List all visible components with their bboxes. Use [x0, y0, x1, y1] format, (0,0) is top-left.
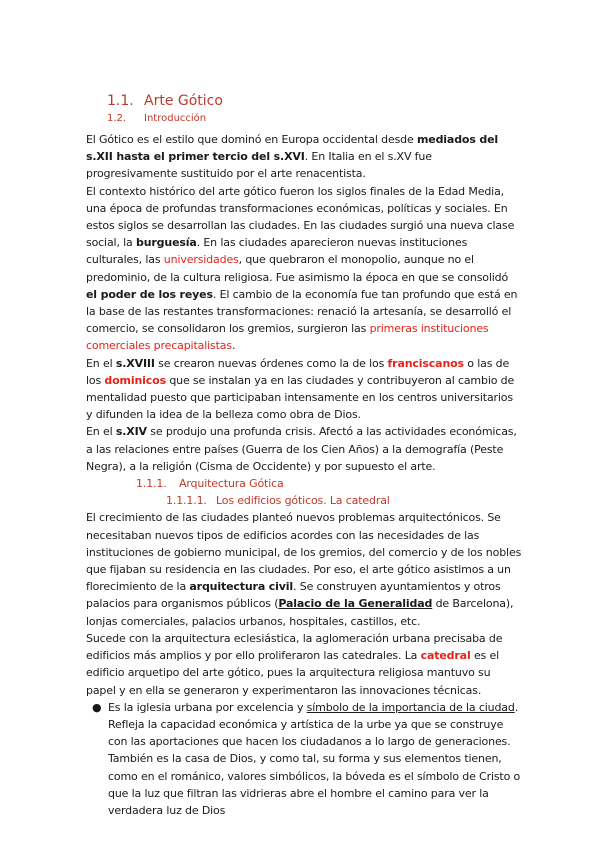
text: Sucede con la arquitectura eclesiástica, la aglomeración urbana precisaba de edificios más amplios y por ello proliferaron las catedrales. La — [86, 631, 503, 663]
heading-arte-gotico — [107, 93, 223, 109]
heading-title: Arquitectura Gótica — [179, 477, 284, 491]
text: Es la iglesia urbana por excelencia y — [108, 700, 307, 714]
heading-title: Arte Gótico — [144, 93, 223, 109]
document-body — [86, 131, 522, 819]
highlight-text: primeras instituciones comerciales precapitalistas — [86, 322, 489, 353]
paragraph-ordenes — [86, 355, 522, 424]
highlight-text: franciscanos — [387, 356, 464, 370]
paragraph-contexto — [86, 183, 522, 355]
text: se crearon nuevas órdenes como la de los — [154, 356, 388, 370]
bold-text: arquitectura civil — [189, 580, 294, 594]
text: . Refleja la capacidad económica y artística de la urbe ya que se construye con las aportaciones que hacen los ciudadanos a lo largo de generaciones. También es la casa de Dios, y como tal, su forma y sus elementos tienen, como en el románico, valores simbólicos, la bóveda es el símbolo de Cristo o que la luz que filtran las vidrieras abre el hombre el camino para ver la verdadera luz de Dios — [108, 700, 521, 817]
paragraph-catedrales — [86, 630, 522, 699]
bold-text: s.XIV — [115, 425, 147, 439]
heading-arquitectura-gotica — [136, 475, 522, 492]
bold-text: mediados del s.XII hasta el primer tercio del s.XVI — [86, 133, 499, 164]
bullet-icon: ● — [92, 700, 102, 714]
highlight-text: universidades — [163, 253, 239, 267]
heading-title: Los edificios góticos. La catedral — [216, 494, 390, 508]
text: . El cambio de la economía fue tan profundo que está en la base de las restantes transformaciones: renació la artesanía, se desarrolló el comercio, se consolidaron los gremios, surgieron las — [86, 287, 518, 336]
heading-edificios-goticos — [166, 492, 522, 509]
list-item — [92, 699, 522, 819]
text: . En Italia en el s.XV fue progresivamente sustituido por el arte renacentista. — [86, 150, 432, 181]
text: de Barcelona), lonjas comerciales, palacios urbanos, hospitales, castillos, etc. — [86, 597, 514, 628]
text: se produjo una profunda crisis. Afectó a las actividades económicas, a las relaciones entre países (Guerra de los Cien Años) a la demografía (Peste Negra), a la religión (Cisma de Occidente) y por supuesto el arte. — [86, 425, 517, 473]
underlined-text: símbolo de la importancia de la ciudad — [306, 700, 515, 714]
bold-underlined-text: Palacio de la Generalidad — [278, 597, 433, 611]
text: El Gótico es el estilo que dominó en Europa occidental desde — [86, 133, 417, 146]
heading-number: 1.1.1. — [136, 477, 167, 491]
heading-number: 1.1. — [107, 93, 134, 109]
text: , que quebraron el monopolio, aunque no el predominio, de la cultura religiosa. Fue asimismo la época en que se consolidó — [86, 253, 509, 284]
paragraph-crisis — [86, 423, 522, 475]
bullet-list — [86, 699, 522, 819]
text: es el edificio arquetipo del arte gótico, pues la arquitectura religiosa mantuvo su papel y en ella se generaron y experimentaron las innovaciones técnicas. — [86, 649, 500, 697]
bold-text: burguesía — [136, 236, 197, 250]
text: que se instalan ya en las ciudades y contribuyeron al cambio de mentalidad puesto que participaban intensamente en los centros universitarios y difunden la idea de la belleza como obra de Dios. — [86, 373, 515, 422]
heading-number: 1.1.1.1. — [166, 494, 207, 508]
bold-text: s.XVIII — [115, 356, 155, 370]
text: . Se construyen ayuntamientos y otros palacios para organismos públicos ( — [86, 580, 501, 611]
text: En el — [86, 356, 116, 370]
text: . — [231, 339, 236, 353]
paragraph-definicion — [86, 131, 522, 183]
bold-text: el poder de los reyes — [86, 287, 213, 301]
text: o las de los — [86, 356, 510, 387]
heading-title: Introducción — [144, 113, 207, 124]
text: El contexto histórico del arte gótico fueron los siglos finales de la Edad Media, una época de profundas transformaciones económicas, políticas y sociales. En estos siglos se desarrollan las ciudades. En las ciudades surgió una nueva clase social, la — [86, 184, 515, 250]
text: El crecimiento de las ciudades planteó nuevos problemas arquitectónicos. Se necesitaban nuevos tipos de edificios acordes con las necesidades de las instituciones de gobierno municipal, de los gremios, del comercio y de los nobles que fijaban su residencia en las ciudades. Por eso, el arte gótico asistimos a un florecimiento de la — [86, 511, 522, 594]
heading-number: 1.2. — [107, 113, 127, 124]
text: En el — [86, 425, 116, 439]
heading-introduccion — [107, 113, 206, 124]
paragraph-arquitectura-civil — [86, 509, 522, 629]
text: . En las ciudades aparecieron nuevas instituciones culturales, las — [86, 236, 468, 267]
highlight-text: catedral — [420, 649, 471, 663]
highlight-text: dominicos — [104, 373, 166, 387]
